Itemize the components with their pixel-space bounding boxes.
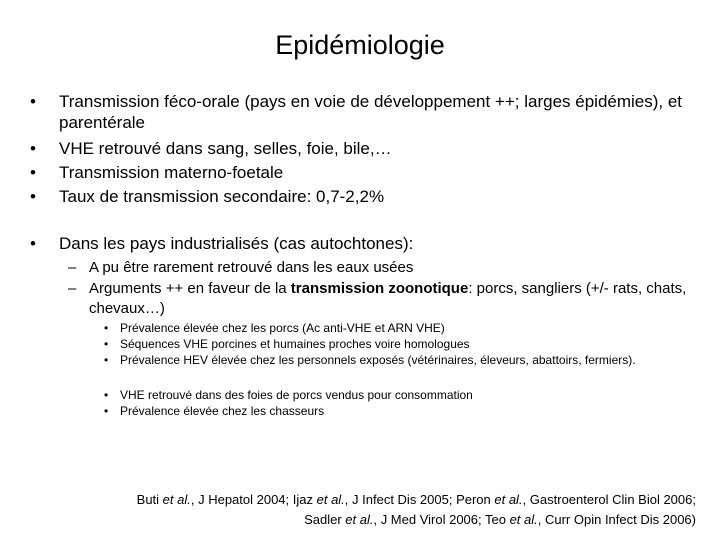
references-line	[56, 510, 696, 530]
ref-text: Sadler	[304, 512, 346, 527]
ref-etal: et al.	[162, 492, 191, 507]
sub-bullet-text: A pu être rarement retrouvé dans les eaux usées	[89, 259, 414, 276]
bullet-marker: •	[30, 92, 36, 111]
ref-etal: et al.	[345, 512, 374, 527]
sub-sub-bullet-marker: •	[104, 404, 109, 418]
sub-sub-bullet-text: Prévalence élevée chez les porcs (Ac anti-VHE et ARN VHE)	[120, 321, 445, 335]
ref-etal: et al.	[316, 492, 345, 507]
sub-bullet-marker: –	[68, 280, 77, 297]
sub-bullet-text-after: : porcs, sangliers (+/- rats, chats, chevaux…)	[89, 280, 687, 317]
sub-sub-bullet-text: Séquences VHE porcines et humaines proches voire homologues	[120, 337, 470, 351]
ref-etal: et al.	[509, 512, 538, 527]
ref-text: , Gastroenterol Clin Biol 2006;	[522, 492, 696, 507]
ref-text: , Curr Opin Infect Dis 2006)	[537, 512, 696, 527]
sub-sub-bullet-text: VHE retrouvé dans des foies de porcs vendus pour consommation	[120, 388, 473, 402]
sub-sub-bullet-marker: •	[104, 337, 109, 351]
sub-bullet-marker: –	[68, 259, 77, 276]
sub-bullet-text	[89, 279, 689, 319]
sub-sub-bullet-marker: •	[104, 321, 109, 335]
bullet-marker: •	[30, 163, 36, 182]
references	[56, 490, 696, 530]
ref-etal: et al.	[494, 492, 523, 507]
ref-text: , J Infect Dis 2005; Peron	[344, 492, 495, 507]
sub-bullet-text-bold: transmission zoonotique	[290, 280, 469, 297]
bullet-text: Taux de transmission secondaire: 0,7-2,2%	[59, 187, 385, 206]
bullet-text: Transmission féco-orale (pays en voie de développement ++; larges épidémies), et parentérale	[59, 92, 683, 132]
sub-sub-bullet-text: Prévalence HEV élevée chez les personnels exposés (vétérinaires, éleveurs, abattoirs, fermiers).	[120, 353, 636, 367]
bullet-marker: •	[30, 234, 36, 253]
bullet-marker: •	[30, 187, 36, 206]
sub-sub-bullet-marker: •	[104, 353, 109, 367]
ref-text: Buti	[136, 492, 163, 507]
sub-sub-bullet-text: Prévalence élevée chez les chasseurs	[120, 404, 325, 418]
references-line	[56, 490, 696, 510]
bullet-text: VHE retrouvé dans sang, selles, foie, bile,…	[59, 139, 392, 158]
sub-bullet-text-before: Arguments ++ en faveur de la	[89, 280, 291, 297]
page-title: Epidémiologie	[275, 30, 445, 60]
bullet-text: Dans les pays industrialisés (cas autochtones):	[59, 234, 414, 253]
sub-sub-bullet-marker: •	[104, 388, 109, 402]
bullet-marker: •	[30, 139, 36, 158]
ref-text: , J Hepatol 2004; Ijaz	[190, 492, 317, 507]
bullet-text: Transmission materno-foetale	[59, 163, 284, 182]
ref-text: , J Med Virol 2006; Teo	[373, 512, 510, 527]
